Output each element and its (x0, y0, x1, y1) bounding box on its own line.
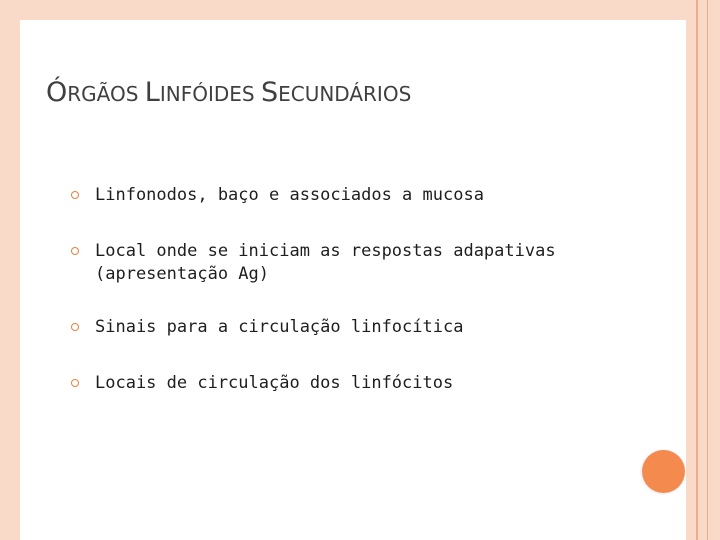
title-word3-initial: S (260, 77, 279, 108)
slide-title (46, 74, 411, 106)
frame-right-line-thin (707, 0, 708, 540)
circle-bullet-icon (71, 247, 79, 255)
frame-top-border (0, 0, 720, 20)
title-word1-rest: RGÃOS (67, 82, 139, 106)
bullet-list (71, 184, 661, 428)
decorative-orange-circle (642, 450, 685, 493)
circle-bullet-icon (71, 323, 79, 331)
bullet-text: Linfonodos, baço e associados a mucosa (95, 185, 484, 205)
frame-right-border (686, 0, 720, 540)
circle-bullet-icon (71, 191, 79, 199)
bullet-text: Locais de circulação dos linfócitos (95, 373, 454, 393)
bullet-item (71, 240, 661, 286)
circle-bullet-icon (71, 379, 79, 387)
title-word2-initial: L (144, 77, 160, 108)
title-word1-initial: Ó (46, 77, 68, 108)
bullet-text: Sinais para a circulação linfocítica (95, 317, 464, 337)
frame-right-line (696, 0, 698, 540)
frame-left-border (0, 0, 20, 540)
bullet-item (71, 184, 661, 207)
bullet-text: Local onde se iniciam as respostas adapativas (apresentação Ag) (95, 241, 556, 284)
title-word3-rest: ECUNDÁRIOS (278, 82, 412, 106)
bullet-item (71, 316, 661, 339)
bullet-item (71, 372, 661, 395)
title-word2-rest: INFÓIDES (159, 82, 255, 106)
